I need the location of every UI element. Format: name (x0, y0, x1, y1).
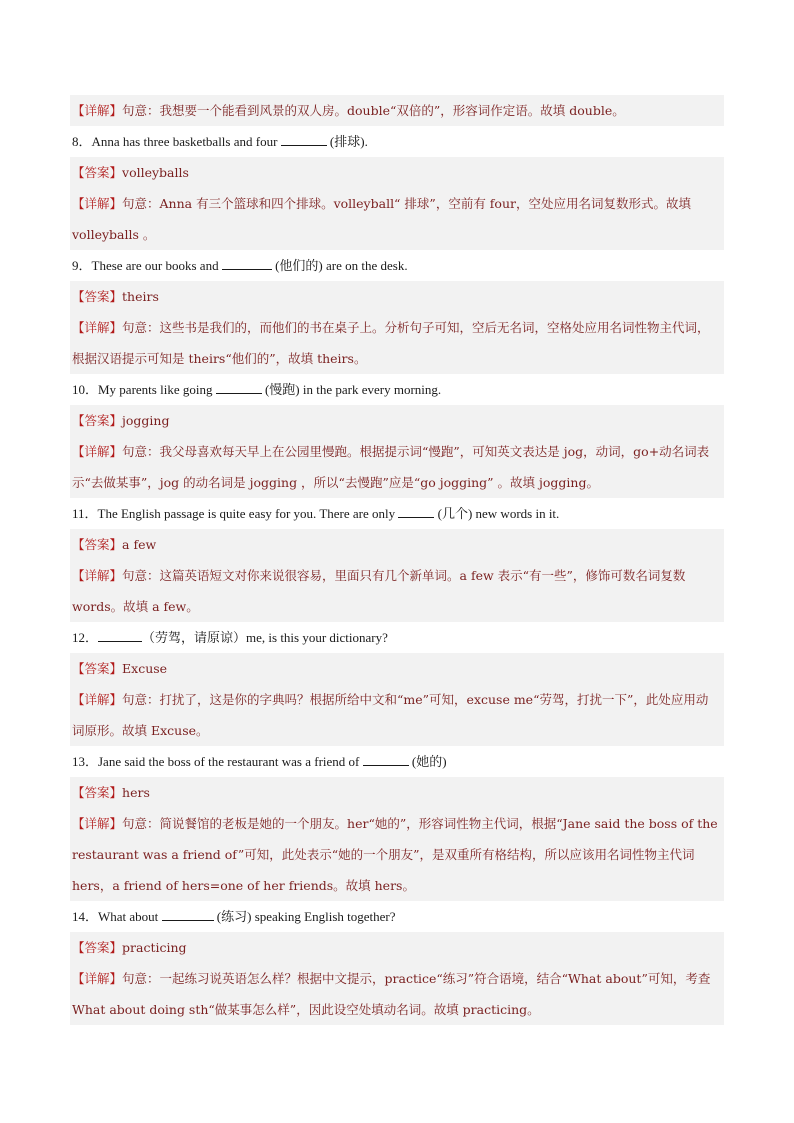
answer-block (70, 932, 724, 963)
detail-block (70, 684, 724, 746)
detail-block (70, 436, 724, 498)
answer-tag: 【答案】 (72, 940, 123, 955)
answer-block (70, 529, 724, 560)
question-text: 12． (72, 630, 99, 645)
document-page (70, 95, 724, 1025)
detail-block (70, 963, 724, 1025)
detail-text: 句意：简说餐馆的老板是她的一个朋友。her“她的”，形容词性物主代词，根据“Jane said the boss of the restaurant was a friend of”可知，此处表示“她的一个朋友”，是双重所有格结构，所以应该用名词性物主代词 hers，a friend of hers=one of her friends。故填 hers。 (72, 816, 718, 893)
question-hint: （劳驾，请原谅）me, is this your dictionary? (142, 630, 388, 645)
detail-text: 句意：我父母喜欢每天早上在公园里慢跑。根据提示词“慢跑”，可知英文表达是 jog，动词，go+动名词表示“去做某事”，jog 的动名词是 jogging ，所以“去慢跑”应是“go jogging” 。故填 jogging。 (72, 444, 710, 490)
detail-block (70, 808, 724, 901)
question-hint: (慢跑) in the park every morning. (261, 382, 442, 397)
question-text: 11．The English passage is quite easy for you. There are only (72, 506, 399, 521)
answer-blank (281, 133, 327, 146)
answer-text: a few (122, 537, 157, 552)
question-hint: (她的) (408, 754, 447, 769)
answer-tag: 【答案】 (72, 661, 123, 676)
answer-blank (162, 908, 214, 921)
detail-tag: 【详解】 (72, 971, 123, 986)
answer-blank (398, 505, 434, 518)
answer-block (70, 281, 724, 312)
question-text: 10．My parents like going (72, 382, 216, 397)
detail-tag: 【详解】 (72, 692, 123, 707)
detail-text: 句意：这篇英语短文对你来说很容易，里面只有几个新单词。a few 表示“有一些”，修饰可数名词复数 words。故填 a few。 (72, 568, 686, 614)
detail-tag: 【详解】 (72, 320, 123, 335)
question-hint: (排球). (326, 134, 368, 149)
detail-tag: 【详解】 (72, 816, 123, 831)
question-line (70, 250, 724, 281)
detail-tag: 【详解】 (72, 568, 123, 583)
answer-tag: 【答案】 (72, 165, 123, 180)
question-hint: (练习) speaking English together? (213, 909, 396, 924)
answer-block (70, 777, 724, 808)
answer-blank (363, 753, 409, 766)
question-hint: (几个) new words in it. (434, 506, 560, 521)
answer-tag: 【答案】 (72, 537, 123, 552)
question-text: 14．What about (72, 909, 162, 924)
question-line (70, 126, 724, 157)
detail-text: 句意：Anna 有三个篮球和四个排球。volleyball“ 排球”，空前有 four，空处应用名词复数形式。故填 volleyballs 。 (72, 196, 691, 242)
question-text: 9．These are our books and (72, 258, 222, 273)
answer-tag: 【答案】 (72, 785, 123, 800)
question-hint: (他们的) are on the desk. (271, 258, 408, 273)
answer-block (70, 157, 724, 188)
detail-block (70, 188, 724, 250)
answer-text: theirs (122, 289, 159, 304)
answer-blank (216, 381, 262, 394)
answer-text: Excuse (122, 661, 168, 676)
question-line (70, 746, 724, 777)
detail-block (70, 560, 724, 622)
question-line (70, 374, 724, 405)
detail-tag: 【详解】 (72, 444, 123, 459)
question-line (70, 622, 724, 653)
question-text: 13．Jane said the boss of the restaurant was a friend of (72, 754, 363, 769)
answer-text: jogging (122, 413, 170, 428)
answer-text: volleyballs (122, 165, 189, 180)
detail-text: 句意：一起练习说英语怎么样？根据中文提示，practice“练习”符合语境，结合“What about”可知，考查 What about doing sth“做某事怎么样”，因此设空处填动名词。故填 practicing。 (72, 971, 711, 1017)
answer-block (70, 405, 724, 436)
answer-blank (98, 629, 142, 642)
answer-block (70, 653, 724, 684)
detail-text: 句意：打扰了，这是你的字典吗？根据所给中文和“me”可知，excuse me“劳驾，打扰一下”，此处应用动词原形。故填 Excuse。 (72, 692, 709, 738)
answer-blank (222, 257, 272, 270)
question-line (70, 901, 724, 932)
detail-tag: 【详解】 (72, 196, 123, 211)
detail-block (70, 312, 724, 374)
question-line (70, 498, 724, 529)
question-text: 8．Anna has three basketballs and four (72, 134, 281, 149)
answer-text: hers (122, 785, 150, 800)
detail-text: 句意：这些书是我们的，而他们的书在桌子上。分析句子可知，空后无名词，空格处应用名词性物主代词，根据汉语提示可知是 theirs“他们的”，故填 theirs。 (72, 320, 710, 366)
detail-block (70, 95, 724, 126)
answer-text: practicing (122, 940, 187, 955)
answer-tag: 【答案】 (72, 289, 123, 304)
answer-tag: 【答案】 (72, 413, 123, 428)
detail-tag: 【详解】 (72, 103, 123, 118)
detail-text: 句意：我想要一个能看到风景的双人房。double“双倍的”，形容词作定语。故填 double。 (122, 103, 625, 118)
